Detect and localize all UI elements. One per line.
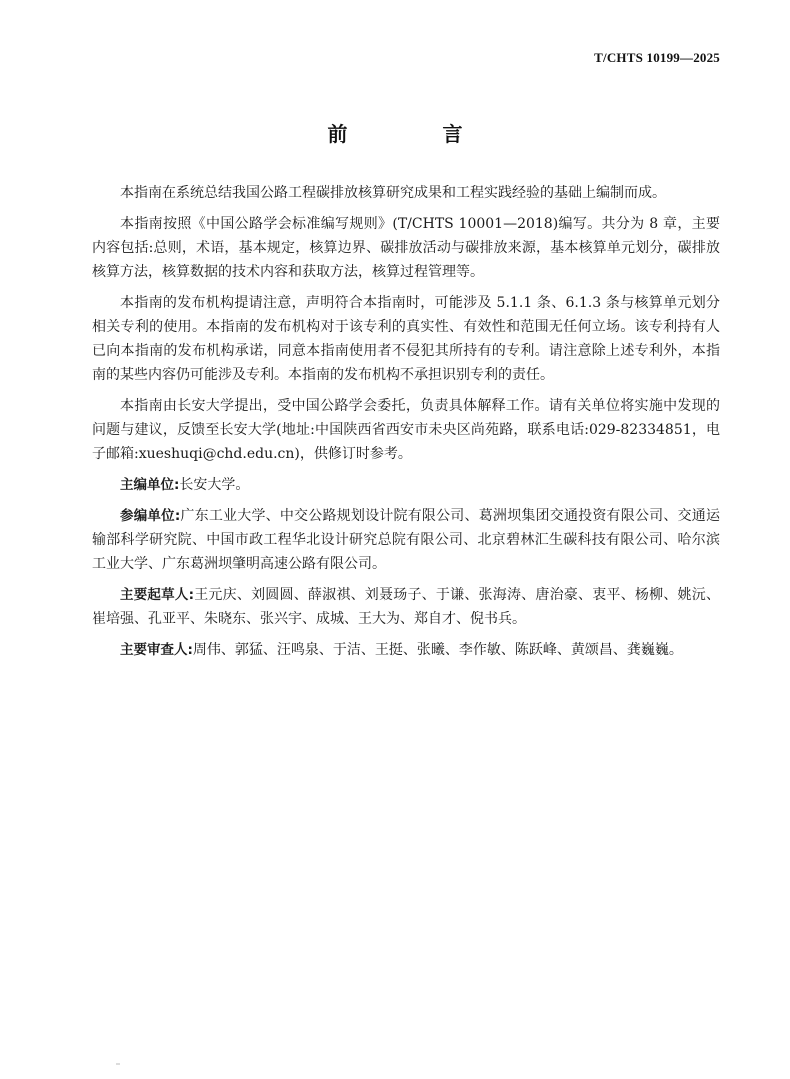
paragraph-intro: 本指南在系统总结我国公路工程碳排放核算研究成果和工程实践经验的基础上编制而成。 — [120, 185, 666, 201]
paragraph-structure: 本指南按照《中国公路学会标准编写规则》(T/CHTS 10001—2018)编写。共分为 8 章，主要内容包括:总则，术语，基本规定，核算边界、碳排放活动与碳排放来源，基本核算单元划分，碳排放核算方法，核算数据的技术内容和获取方法，核算过程管理等。 — [92, 216, 720, 280]
chief-unit-line — [92, 473, 720, 497]
drafters-value: 王元庆、刘圆圆、薛淑祺、刘聂玚子、于谦、张海涛、唐治豪、衷平、杨柳、姚沅、崔培强、孔亚平、朱晓东、张兴宇、成城、王大为、郑自才、倪书兵。 — [92, 587, 720, 627]
chief-unit-value: 长安大学。 — [179, 477, 250, 493]
page-title: 前 言 — [327, 122, 507, 146]
participating-units-value: 广东工业大学、中交公路规划设计院有限公司、葛洲坝集团交通投资有限公司、交通运输部科学研究院、中国市政工程华北设计研究总院有限公司、北京碧林汇生碳科技有限公司、哈尔滨工业大学、广东葛洲坝肇明高速公路有限公司。 — [92, 508, 720, 572]
participating-units-line — [92, 504, 720, 576]
scan-speck — [116, 1063, 120, 1065]
reviewers-line — [92, 638, 720, 662]
reviewers-label: 主要审查人: — [120, 642, 193, 658]
drafters-label: 主要起草人: — [120, 587, 194, 603]
reviewers-value: 周伟、郭猛、汪鸣泉、于洁、王挺、张曦、李作敏、陈跃峰、黄颂昌、龚巍巍。 — [192, 642, 683, 658]
paragraph-feedback: 本指南由长安大学提出，受中国公路学会委托，负责具体解释工作。请有关单位将实施中发现的问题与建议，反馈至长安大学(地址:中国陕西省西安市未央区尚苑路，联系电话:029-82334851，电子邮箱:xueshuqi@chd.edu.cn)，供修订时参考。 — [92, 398, 720, 462]
drafters-line — [92, 583, 720, 631]
standard-code: T/CHTS 10199—2025 — [594, 50, 720, 65]
paragraph-patent: 本指南的发布机构提请注意，声明符合本指南时，可能涉及 5.1.1 条、6.1.3 条与核算单元划分相关专利的使用。本指南的发布机构对于该专利的真实性、有效性和范围无任何立场。该专利持有人已向本指南的发布机构承诺，同意本指南使用者不侵犯其所持有的专利。请注意除上述专利外，本指南的某些内容仍可能涉及专利。本指南的发布机构不承担识别专利的责任。 — [92, 295, 720, 383]
foreword-body — [92, 181, 720, 669]
chief-unit-label: 主编单位: — [120, 477, 180, 493]
participating-units-label: 参编单位: — [120, 508, 181, 524]
